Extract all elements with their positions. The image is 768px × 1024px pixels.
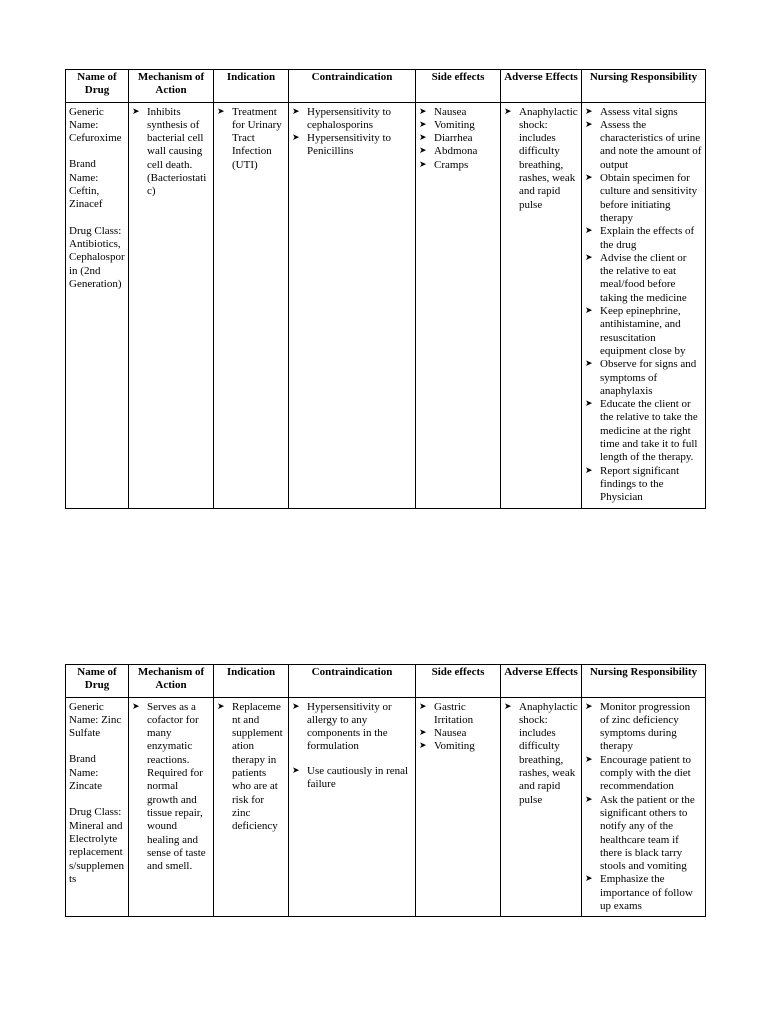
drug-table-cefuroxime — [65, 69, 706, 509]
name-of-drug-cell — [66, 697, 129, 917]
brand-name: Brand Name: Zincate — [69, 753, 102, 793]
arrowhead-right-icon: ➤ — [217, 701, 225, 712]
generic-name: Generic Name: Cefuroxime — [69, 105, 122, 145]
list-item: ➤ Diarrhea — [419, 132, 473, 145]
list-item: ➤ Hypersensitivity or allergy to any components in the formulation — [292, 700, 392, 753]
list-item: ➤ Monitor progression of zinc deficiency symptoms during therapy — [585, 700, 691, 753]
list-item: ➤ Use cautiously in renal failure — [292, 764, 409, 791]
list-item: ➤ Nausea — [419, 727, 467, 740]
header-side-effects: Side effects — [416, 70, 501, 103]
list-item: ➤ Inhibits synthesis of bacterial cell wall causing cell death. (Bacteriostatic) — [132, 105, 207, 198]
nursing-responsibility-cell — [582, 697, 706, 917]
arrowhead-right-icon: ➤ — [419, 159, 427, 170]
drug-class: Drug Class: Antibiotics, Cephalosporin (2nd Generation) — [69, 224, 125, 290]
arrowhead-right-icon: ➤ — [585, 306, 593, 317]
arrowhead-right-icon: ➤ — [419, 119, 427, 130]
arrowhead-right-icon: ➤ — [292, 765, 300, 776]
header-adverse-effects: Adverse Effects — [501, 665, 582, 698]
list-item: ➤ Hypersensitivity to cephalosporins — [292, 105, 392, 131]
header-row — [66, 665, 706, 698]
arrowhead-right-icon: ➤ — [585, 119, 593, 130]
list-item: ➤ Cramps — [419, 158, 469, 171]
list-item: ➤ Vomiting — [419, 740, 475, 753]
arrowhead-right-icon: ➤ — [132, 701, 140, 712]
list-item: ➤ Assess vital signs — [585, 105, 678, 118]
brand-name: Brand Name: Ceftin, Zinacef — [69, 158, 103, 211]
arrowhead-right-icon: ➤ — [585, 252, 593, 263]
list-item: ➤ Vomiting — [419, 118, 475, 131]
arrowhead-right-icon: ➤ — [292, 106, 300, 117]
table-row — [66, 697, 706, 917]
header-name-of-drug: Name of Drug — [66, 70, 129, 103]
list-item: ➤ Encourage patient to comply with the diet recommendation — [585, 753, 692, 793]
arrowhead-right-icon: ➤ — [585, 874, 593, 885]
header-name-of-drug: Name of Drug — [66, 665, 129, 698]
arrowhead-right-icon: ➤ — [419, 133, 427, 144]
header-indication: Indication — [214, 665, 289, 698]
arrowhead-right-icon: ➤ — [419, 106, 427, 117]
adverse-effects-cell — [501, 697, 582, 917]
arrowhead-right-icon: ➤ — [585, 399, 593, 410]
list-item: ➤ Anaphylactic shock: includes difficulty breathing, rashes, weak and rapid pulse — [504, 105, 578, 211]
list-item: ➤ Serves as a cofactor for many enzymatic reactions. Required for normal growth and tissue repair, wound healing and sense of taste and smell. — [132, 700, 206, 873]
arrowhead-right-icon: ➤ — [585, 794, 593, 805]
drug-class: Drug Class: Mineral and Electrolyte replacements/supplements — [69, 806, 124, 885]
arrowhead-right-icon: ➤ — [217, 106, 225, 117]
header-adverse-effects: Adverse Effects — [501, 70, 582, 103]
name-of-drug-cell — [66, 102, 129, 508]
arrowhead-right-icon: ➤ — [419, 728, 427, 739]
list-item: ➤ Nausea — [419, 105, 467, 118]
contraindication-cell — [289, 697, 416, 917]
list-item: ➤ Educate the client or the relative to take the medicine at the right time and take it to full length of the therapy. — [585, 398, 698, 464]
list-item: ➤ Advise the client or the relative to eat meal/food before taking the medicine — [585, 251, 687, 304]
header-mechanism: Mechanism of Action — [129, 665, 214, 698]
side-effects-cell — [416, 697, 501, 917]
arrowhead-right-icon: ➤ — [419, 146, 427, 157]
list-item: ➤ Abdmona — [419, 145, 478, 158]
list-item: ➤ Treatment for Urinary Tract Infection (UTI) — [217, 105, 282, 171]
mechanism-cell — [129, 697, 214, 917]
contraindication-cell — [289, 102, 416, 508]
list-item: ➤ Obtain specimen for culture and sensitivity before initiating therapy — [585, 172, 698, 224]
header-indication: Indication — [214, 70, 289, 103]
arrowhead-right-icon: ➤ — [585, 465, 593, 476]
header-nursing-responsibility: Nursing Responsibility — [582, 665, 706, 698]
list-item: ➤ Report significant findings to the Physician — [585, 464, 680, 504]
arrowhead-right-icon: ➤ — [585, 359, 593, 370]
side-effects-cell — [416, 102, 501, 508]
arrowhead-right-icon: ➤ — [419, 741, 427, 752]
indication-cell — [214, 697, 289, 917]
list-item: ➤ Assess the characteristics of urine and note the amount of output — [585, 118, 702, 171]
arrowhead-right-icon: ➤ — [585, 701, 593, 712]
arrowhead-right-icon: ➤ — [419, 701, 427, 712]
arrowhead-right-icon: ➤ — [292, 701, 300, 712]
list-item: ➤ Explain the effects of the drug — [585, 225, 695, 251]
arrowhead-right-icon: ➤ — [585, 754, 593, 765]
header-side-effects: Side effects — [416, 665, 501, 698]
header-contraindication: Contraindication — [289, 70, 416, 103]
list-item: ➤ Replacement and supplementation therapy in patients who are at risk for zinc deficiency — [217, 700, 283, 833]
generic-name: Generic Name: Zinc Sulfate — [69, 700, 122, 740]
mechanism-cell — [129, 102, 214, 508]
arrowhead-right-icon: ➤ — [292, 133, 300, 144]
table-row — [66, 102, 706, 508]
adverse-effects-cell — [501, 102, 582, 508]
arrowhead-right-icon: ➤ — [585, 226, 593, 237]
list-item: ➤ Keep epinephrine, antihistamine, and resuscitation equipment close by — [585, 305, 686, 357]
header-row — [66, 70, 706, 103]
list-item: ➤ Hypersensitivity to Penicillins — [292, 132, 392, 158]
header-contraindication: Contraindication — [289, 665, 416, 698]
arrowhead-right-icon: ➤ — [504, 106, 512, 117]
arrowhead-right-icon: ➤ — [585, 106, 593, 117]
arrowhead-right-icon: ➤ — [504, 701, 512, 712]
list-item: ➤ Anaphylactic shock: includes difficulty breathing, rashes, weak and rapid pulse — [504, 700, 578, 806]
list-item: ➤ Observe for signs and symptoms of anaphylaxis — [585, 358, 697, 397]
nursing-responsibility-cell — [582, 102, 706, 508]
arrowhead-right-icon: ➤ — [585, 173, 593, 184]
list-item: ➤ Gastric Irritation — [419, 700, 474, 726]
list-item: ➤ Ask the patient or the significant others to notify any of the healthcare team if there is black tarry stools and vomiting — [585, 793, 695, 873]
header-nursing-responsibility: Nursing Responsibility — [582, 70, 706, 103]
indication-cell — [214, 102, 289, 508]
list-item: ➤ Emphasize the importance of follow up exams — [585, 873, 693, 913]
arrowhead-right-icon: ➤ — [132, 106, 140, 117]
header-mechanism: Mechanism of Action — [129, 70, 214, 103]
drug-table-zinc-sulfate — [65, 664, 706, 917]
